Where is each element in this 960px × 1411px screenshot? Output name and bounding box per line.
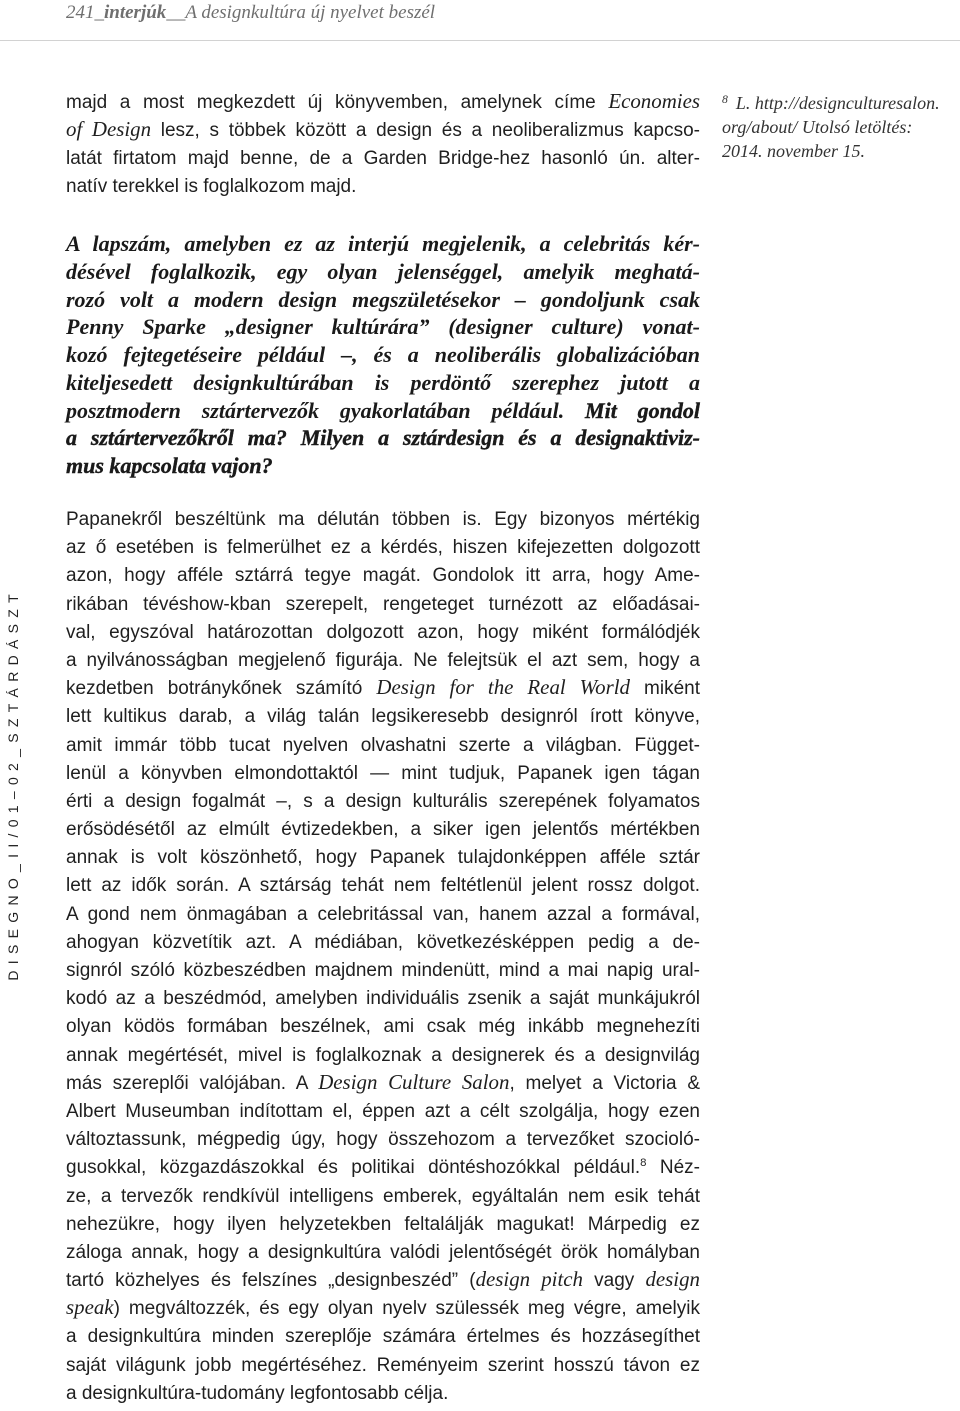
italic-text: Design for the Real World xyxy=(376,675,630,700)
text-line xyxy=(66,647,700,675)
footnote-line: org/about/ Utolsó letöltés: xyxy=(722,117,913,137)
text-line xyxy=(66,1183,700,1211)
italic-text: design pitch xyxy=(475,1267,583,1292)
text-run: tartó közhelyes és felszínes „designbeszéd” ( xyxy=(66,1270,476,1292)
text-run: lett az idők során. A sztárság tehát nem feltétlenül jelent rossz dolgot. xyxy=(66,875,700,897)
text-line xyxy=(66,1267,700,1295)
text-run: posztmodern sztártervezők gyakorlatában például. xyxy=(66,397,586,423)
text-run: ) megváltozzék, és egy olyan nyelv szülessék meg végre, amelyik xyxy=(113,1298,700,1320)
text-run: Penny Sparke „designer kultúrára” (designer culture) vonat- xyxy=(66,314,700,340)
text-run: a designkultúra minden szereplője számára értelmes és hozzásegíthet xyxy=(66,1326,700,1348)
text-run: rikában tévéshow-kban szerepelt, rengeteget turnézott az előadásai- xyxy=(66,593,700,615)
text-run: változtassunk, mégpedig úgy, hogy összehozom a tervezőket szocioló- xyxy=(66,1129,700,1151)
header-separator: __ xyxy=(166,2,186,23)
text-line xyxy=(66,424,700,452)
text-run: más szereplői valójában. A xyxy=(66,1072,319,1094)
text-line xyxy=(66,506,700,534)
text-run: érti a design fogalmát –, s a design kulturális szerepének folyamatos xyxy=(66,790,700,812)
footnote-text: L. http://designculturesalon. xyxy=(735,93,940,113)
text-run: a nyilvánosságban megjelenő figurája. Ne felejtsük el azt sem, hogy a xyxy=(66,649,700,671)
text-line xyxy=(66,703,700,731)
text-run: erősödésétől az elmúlt évtizedekben, a siker igen jelentős mértékben xyxy=(66,819,700,841)
text-line xyxy=(66,591,700,619)
text-line xyxy=(66,619,700,647)
italic-text: of Design xyxy=(66,117,152,141)
emphasized-text: mus kapcsolata vajon? xyxy=(66,453,273,478)
text-run: saját világunk jobb megértéséhez. Reményeim szerint hosszú távon ez xyxy=(66,1354,700,1376)
footnote-line xyxy=(722,91,958,115)
text-run: a designkultúra-tudomány legfontosabb célja. xyxy=(66,1382,449,1404)
text-line xyxy=(66,1380,700,1408)
text-line xyxy=(66,872,700,900)
text-line xyxy=(66,145,700,173)
text-run: A lapszám, amelyben ez az interjú megjelenik, a celebritás kér- xyxy=(66,231,700,256)
text-line xyxy=(66,1239,700,1267)
text-run: záloga annak, hogy a designkultúra valódi jelentőségét örök homályban xyxy=(66,1241,700,1263)
text-line xyxy=(66,929,700,957)
text-run: Albert Museumban indítottam el, éppen azt a célt szolgálja, hogy ezen xyxy=(66,1100,700,1122)
article-title: A designkultúra új nyelvet beszél xyxy=(185,2,436,23)
text-run: val, egyszóval határozottan dolgozott azon, hogy miként formálódjék xyxy=(66,621,700,643)
italic-text: Economies xyxy=(608,89,700,113)
text-line xyxy=(66,1042,700,1070)
italic-text: speak xyxy=(66,1295,114,1320)
text-line xyxy=(66,89,700,117)
text-run: kezdetben botránykőnek számító xyxy=(66,678,377,700)
text-run: kodó az a beszédmód, amelyben individuális zsenik a saját munkájukról xyxy=(66,988,700,1010)
text-line xyxy=(66,397,700,425)
italic-text: design xyxy=(645,1267,700,1292)
header-rule xyxy=(0,40,960,41)
footnote-line: 2014. november 15. xyxy=(722,141,865,161)
text-run: lett kultikus darab, a világ talán legsikeresebb designról írott könyve, xyxy=(66,706,700,728)
italic-text: Design Culture Salon xyxy=(318,1069,510,1094)
text-run: désével foglalkozik, egy olyan jelenséggel, amelyik meghatá- xyxy=(66,258,700,284)
text-run: A gond nem önmagában a celebritással van, hanem azzal a formával, xyxy=(66,903,700,925)
text-run: az ő esetében is felmerülhet ez a kérdés, hiszen kifejezetten dolgozott xyxy=(66,537,700,559)
emphasized-text: a sztártervezőkről ma? Milyen a sztárdesign és a designaktiviz- xyxy=(66,425,700,451)
text-line xyxy=(66,562,700,590)
footnote-number: 8 xyxy=(722,92,728,106)
text-line xyxy=(66,534,700,562)
text-line xyxy=(66,816,700,844)
text-run: natív terekkel is foglalkozom majd. xyxy=(66,176,357,197)
text-line xyxy=(66,230,700,258)
footnote-ref: 8 xyxy=(640,1157,647,1170)
section-label: interjúk xyxy=(104,2,167,23)
page-number: 241 xyxy=(66,2,95,23)
text-run: Papanekről beszéltünk ma délután többen is. Egy bizonyos mértékig xyxy=(66,509,700,530)
text-line xyxy=(66,788,700,816)
text-line xyxy=(66,1126,700,1154)
text-line xyxy=(66,901,700,929)
text-run: latát firtatom majd benne, de a Garden Bridge-hez hasonló ún. alter- xyxy=(66,148,700,169)
text-line xyxy=(66,173,700,201)
text-line xyxy=(66,760,700,788)
text-line xyxy=(66,844,700,872)
text-run: miként xyxy=(630,678,700,700)
text-line xyxy=(66,258,700,286)
text-line xyxy=(66,1098,700,1126)
footnote xyxy=(722,91,958,163)
text-run: majd a most megkezdett új könyvemben, amelynek címe xyxy=(66,92,609,113)
text-line xyxy=(66,1154,700,1182)
side-label: DISEGNO_II/01–02_SZTÁRDÁSZT xyxy=(5,588,21,981)
text-line xyxy=(66,957,700,985)
text-line xyxy=(66,985,700,1013)
text-run: ahogyan közvetítik azt. A médiában, következésképpen pedig a de- xyxy=(66,931,700,953)
text-line xyxy=(66,341,700,369)
text-run: annak is volt köszönhető, hogy Papanek tulajdonképpen afféle sztár xyxy=(66,847,700,869)
text-line xyxy=(66,286,700,314)
text-run: azon, hogy afféle sztárrá tegye magát. Gondolok itt arra, hogy Ame- xyxy=(66,565,700,587)
text-line xyxy=(66,1352,700,1380)
text-line xyxy=(66,1295,700,1323)
interview-answer xyxy=(66,506,700,1408)
text-run: signról szóló közbeszédben majdnem mindenütt, mind a mai napig ural- xyxy=(66,960,700,981)
text-run: nehezükre, hogy ilyen helyzetekben feltalálják magukat! Márpedig ez xyxy=(66,1213,700,1235)
intro-paragraph xyxy=(66,89,700,201)
text-run: kiteljesedett designkultúrában is perdöntő szerephez jutott a xyxy=(66,369,700,395)
text-line xyxy=(66,1013,700,1041)
text-run: olyan ködös formában beszélnek, ami csak még inkább megnehezíti xyxy=(66,1016,700,1038)
text-line xyxy=(66,313,700,341)
text-run: annak megértését, mivel is foglalkoznak a designerek és a designvilág xyxy=(66,1044,700,1066)
header-separator: _ xyxy=(94,2,104,23)
text-run: , melyet a Victoria & xyxy=(509,1072,701,1094)
text-run: vagy xyxy=(583,1270,646,1292)
text-run: rozó volt a modern design megszületésekor – gondoljunk csak xyxy=(66,286,700,312)
text-line xyxy=(66,117,700,145)
text-line xyxy=(66,1211,700,1239)
text-line xyxy=(66,675,700,703)
text-line xyxy=(66,732,700,760)
text-line xyxy=(66,1070,700,1098)
text-line xyxy=(66,1323,700,1351)
text-run: kozó fejtegetéseire például –, és a neoliberális globalizációban xyxy=(66,342,700,367)
text-run: gusokkal, közgazdászokkal és politikai döntéshozókkal például. xyxy=(66,1157,641,1179)
text-run: Néz- xyxy=(646,1157,700,1179)
text-run: lesz, s többek között a design és a neoliberalizmus kapcso- xyxy=(151,120,701,141)
text-line xyxy=(66,369,700,397)
emphasized-text: Mit gondol xyxy=(585,397,701,423)
text-run: lenül a könyvben elmondottaktól — mint tudjuk, Papanek igen tágan xyxy=(66,762,700,784)
text-run: amit immár több tucat nyelven olvashatni szerte a világban. Függet- xyxy=(66,734,700,756)
running-header xyxy=(66,0,435,26)
interview-question xyxy=(66,230,700,480)
text-run: ze, a tervezők rendkívül intelligens emberek, egyáltalán nem esik tehát xyxy=(66,1185,700,1207)
text-line xyxy=(66,452,700,480)
